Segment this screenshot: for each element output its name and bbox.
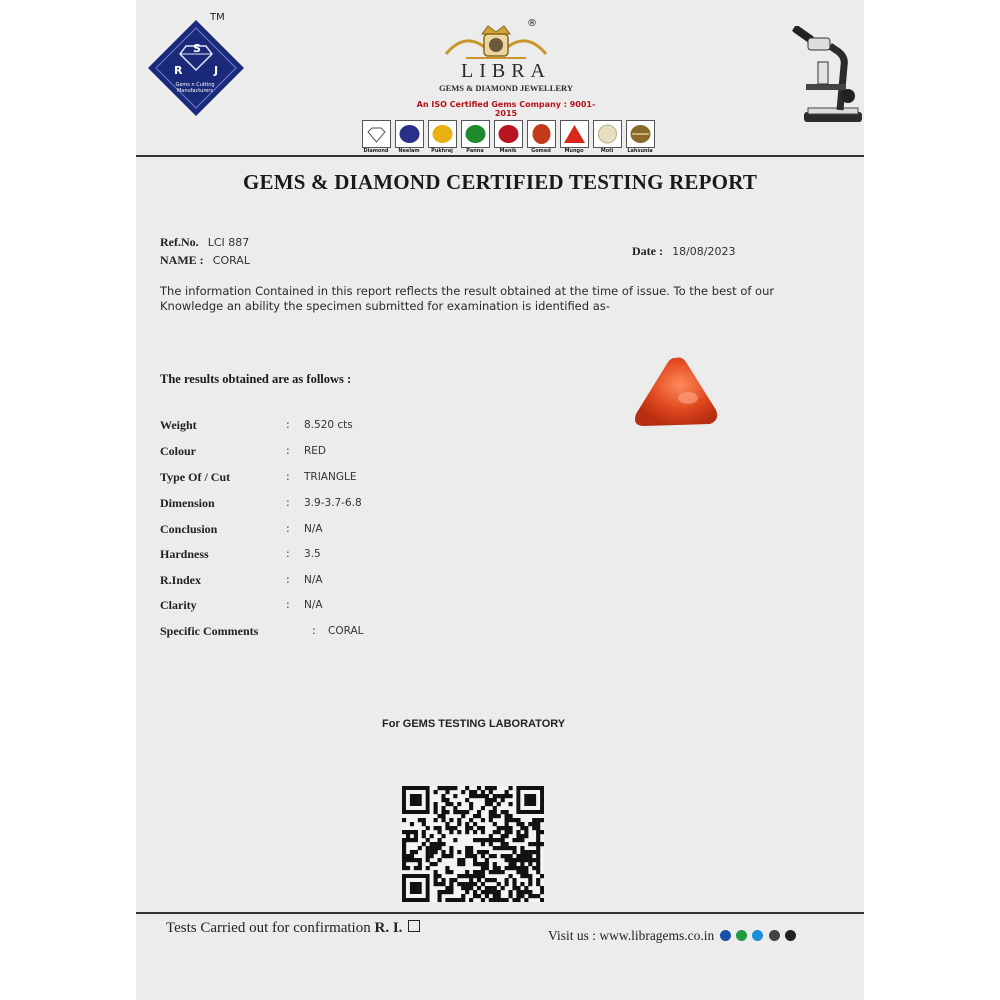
gem-label: Diamond xyxy=(363,148,389,154)
gem-label: Gomed xyxy=(531,148,551,154)
result-colon: : xyxy=(286,522,290,535)
date-value: 18/08/2023 xyxy=(672,245,736,258)
result-label: Weight xyxy=(160,418,197,432)
result-value: 3.9-3.7-6.8 xyxy=(304,497,362,509)
name-label: NAME : xyxy=(160,253,204,267)
ref-row xyxy=(160,231,249,250)
results-heading: The results obtained are as follows : xyxy=(160,372,352,386)
gem-diamond-thumb xyxy=(362,120,391,148)
gem-manik-thumb xyxy=(494,120,523,148)
website-text[interactable]: Visit us : www.libragems.co.in xyxy=(548,928,715,943)
srj-letter-j: J xyxy=(214,64,219,77)
brand-name: LIBRA xyxy=(461,60,551,82)
gem-panna-thumb xyxy=(461,120,490,148)
result-value: 3.5 xyxy=(304,548,321,560)
result-row-colour xyxy=(160,444,460,464)
gem-label: Pukhraj xyxy=(431,148,453,154)
result-row-comments xyxy=(160,624,460,644)
result-label: Specific Comments xyxy=(160,624,259,638)
twitter-icon[interactable] xyxy=(752,930,763,941)
gem-label: Manik xyxy=(499,148,517,154)
result-colon: : xyxy=(286,444,290,457)
gem-moti-thumb xyxy=(593,120,622,148)
result-value: N/A xyxy=(304,574,323,586)
result-colon: : xyxy=(286,470,290,483)
whatsapp-icon[interactable] xyxy=(736,930,747,941)
result-label: R.Index xyxy=(160,573,202,587)
result-row-hardness xyxy=(160,547,460,567)
certificate-sheet xyxy=(136,0,864,1000)
intro-paragraph: The information Contained in this report reflects the result obtained at the time of issue. To the best of our Knowledge an ability the specimen submitted for examination is identified as- xyxy=(160,284,775,313)
coral-gemstone-image xyxy=(628,352,724,432)
gem-label: Mungo xyxy=(564,148,584,154)
result-label: Clarity xyxy=(160,598,197,612)
result-colon: : xyxy=(286,496,290,509)
srj-logo xyxy=(142,10,252,120)
youtube-icon[interactable] xyxy=(769,930,780,941)
result-value: N/A xyxy=(304,599,323,611)
date-label: Date : xyxy=(632,244,663,258)
result-row-clarity xyxy=(160,598,460,618)
ref-value: LCI 887 xyxy=(207,236,250,249)
result-value: TRIANGLE xyxy=(304,471,357,483)
result-label: Hardness xyxy=(160,547,209,561)
instagram-icon[interactable] xyxy=(785,930,796,941)
gem-mungo-thumb xyxy=(560,120,589,148)
result-colon: : xyxy=(312,624,316,637)
result-label: Dimension xyxy=(160,496,215,510)
srj-letter-r: R xyxy=(174,64,183,77)
result-label: Type Of / Cut xyxy=(160,470,231,484)
result-row-weight xyxy=(160,418,460,438)
ref-label: Ref.No. xyxy=(160,235,199,249)
tests-note xyxy=(166,920,420,937)
footer-rule xyxy=(136,912,864,914)
iso-certification: An ISO Certified Gems Company : 9001-2015 xyxy=(416,100,596,118)
gem-pukhraj-thumb xyxy=(428,120,457,148)
facebook-icon[interactable] xyxy=(720,930,731,941)
libra-crest-icon xyxy=(436,20,556,64)
result-colon: : xyxy=(286,547,290,560)
srj-letter-s: S xyxy=(193,42,201,55)
result-row-cut xyxy=(160,470,460,490)
header-rule xyxy=(136,155,864,157)
result-value: CORAL xyxy=(328,625,364,637)
checkbox-icon xyxy=(408,920,420,932)
result-value: RED xyxy=(304,445,327,457)
registered-mark: ® xyxy=(527,18,537,29)
lab-signature-label: For GEMS TESTING LABORATORY xyxy=(382,718,566,730)
gem-gomed-thumb xyxy=(527,120,556,148)
gem-neelam-thumb xyxy=(395,120,424,148)
srj-diamond-emblem xyxy=(146,18,246,118)
gem-label: Neelam xyxy=(398,148,420,154)
trademark-mark: TM xyxy=(210,12,225,23)
tests-text: Tests Carried out for confirmation xyxy=(166,920,371,936)
gem-label: Moti xyxy=(600,148,614,154)
tests-ri: R. I. xyxy=(374,920,403,936)
report-title: GEMS & DIAMOND CERTIFIED TESTING REPORT xyxy=(242,170,758,194)
website-line xyxy=(548,928,796,944)
result-row-rindex xyxy=(160,573,460,593)
name-row xyxy=(160,249,250,268)
result-colon: : xyxy=(286,573,290,586)
result-row-conclusion xyxy=(160,522,460,542)
srj-caption: Gems n Cutting Manufacturers xyxy=(175,82,215,94)
result-colon: : xyxy=(286,418,290,431)
result-label: Colour xyxy=(160,444,196,458)
qr-code[interactable] xyxy=(402,786,544,902)
brand-tagline: GEMS & DIAMOND JEWELLERY xyxy=(438,83,574,93)
result-row-dimension xyxy=(160,496,460,516)
result-value: N/A xyxy=(304,523,323,535)
date-row xyxy=(632,240,735,259)
gem-label: Panna xyxy=(466,148,484,154)
result-colon: : xyxy=(286,598,290,611)
microscope-icon xyxy=(786,26,864,128)
gem-label: Lahsunia xyxy=(627,148,653,154)
result-value: 8.520 cts xyxy=(304,419,353,431)
gem-lahsunia-thumb xyxy=(626,120,655,148)
result-label: Conclusion xyxy=(160,522,218,536)
name-value: CORAL xyxy=(212,254,250,267)
